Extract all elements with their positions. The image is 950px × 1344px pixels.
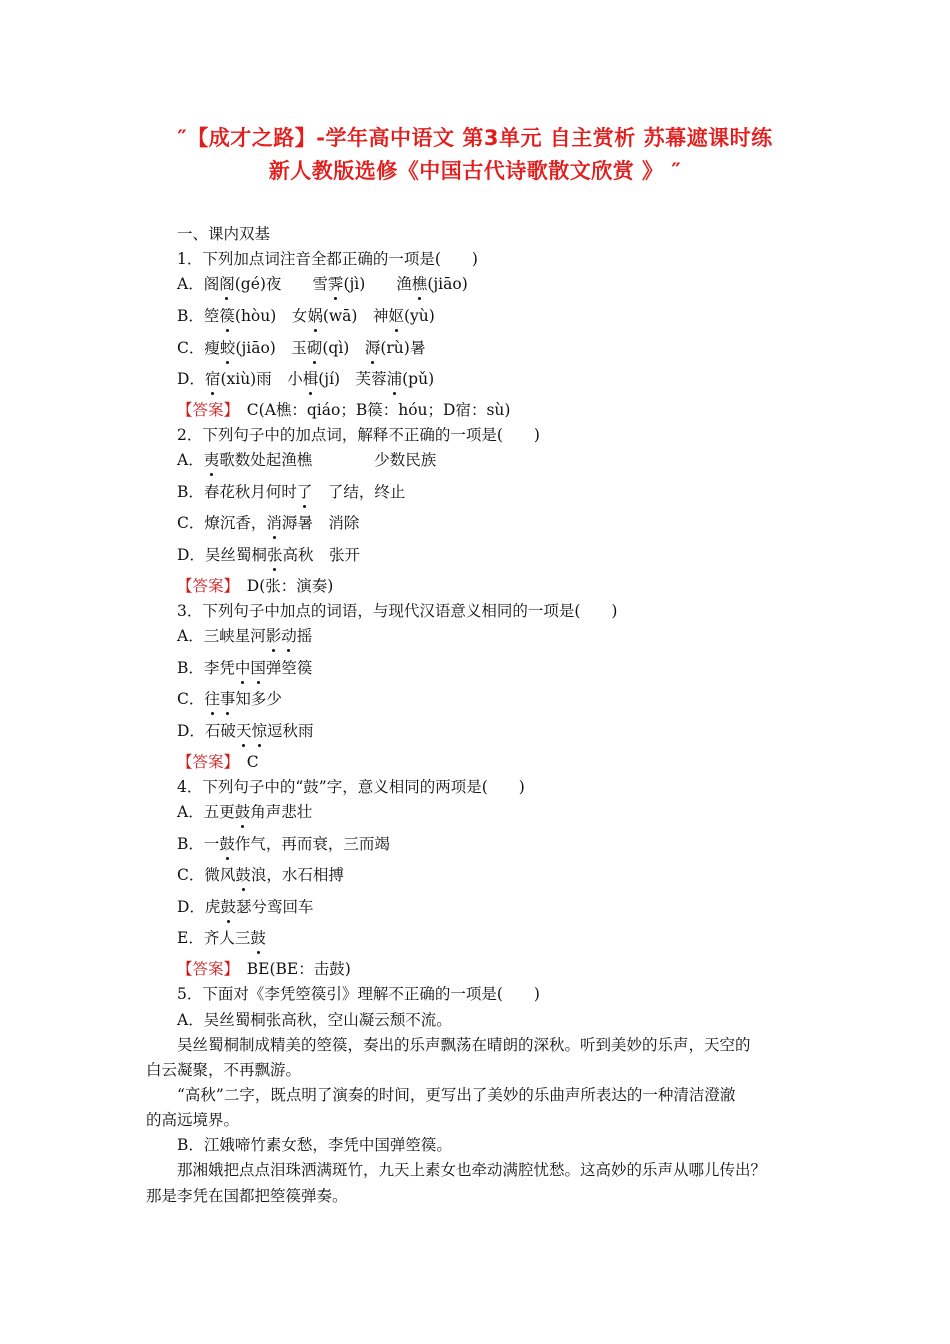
q2-c-dotted: 消 [266, 514, 282, 532]
q1-option-b: B．箜篌(hòu) 女娲(wā) 神妪(yù) [177, 307, 435, 325]
q4-e-dotted: 鼓 [250, 929, 266, 947]
q4-option-b: B．一鼓作气，再而衰，三而竭 [177, 835, 390, 853]
q4-option-a: A．五更鼓角声悲壮 [177, 803, 313, 821]
q1-c-dotted-2: 砌 [306, 339, 323, 357]
q3-c-dotted-2: 事 [219, 690, 236, 708]
q1-d-dotted-3: 浦 [386, 370, 403, 388]
q2-d-dotted: 张 [266, 546, 283, 564]
q4-option-e: E．齐人三鼓 [177, 929, 266, 947]
q1-a-dotted-2: 霁 [327, 275, 344, 293]
q3-c-dotted: 往 [204, 690, 220, 708]
answer-tag: 【答案】 [177, 577, 232, 595]
q3-a-dotted: 影 [265, 627, 282, 645]
q1-c-dotted-3: 溽 [364, 339, 381, 357]
q4-option-c: C．微风鼓浪，水石相搏 [177, 866, 344, 884]
q2-option-b: B．春花秋月何时了 了结，终止 [177, 483, 406, 501]
q1-d-dotted-2: 楫 [302, 370, 319, 388]
q5-paragraph-1: 吴丝蜀桐制成精美的箜篌，奏出的乐声飘荡在晴朗的深秋。听到美妙的乐声，天空的 [177, 1036, 751, 1054]
q3-answer: 【答案】 C [177, 753, 259, 771]
q3-option-c: C．往事知多少 [177, 690, 282, 708]
q1-b-dotted-3: 妪 [388, 307, 404, 325]
q4-stem: 4．下列句子中的“鼓”字，意义相同的两项是( ) [177, 778, 525, 796]
q1-b-dotted-2: 娲 [307, 307, 323, 325]
q1-a-dotted-3: 樵 [411, 275, 428, 293]
q1-stem: 1．下列加点词注音全都正确的一项是( ) [177, 250, 478, 268]
answer-tag: 【答案】 [177, 401, 232, 419]
q2-stem: 2．下列句子中的加点词，解释不正确的一项是( ) [177, 426, 540, 444]
q5-paragraph-3: 那湘娥把点点泪珠洒满斑竹，九天上素女也牵动满腔忧愁。这高妙的乐声从哪儿传出？ [177, 1161, 767, 1179]
q1-a-dotted: 阁 [219, 275, 235, 293]
q3-stem: 3．下列句子中加点的词语，与现代汉语意义相同的一项是( ) [177, 602, 618, 620]
q5-paragraph-1-cont: 白云凝聚，不再飘游。 [146, 1061, 302, 1079]
section-heading: 一、课内双基 [177, 225, 271, 243]
q3-option-b: B．李凭中国弹箜篌 [177, 659, 313, 677]
q2-option-c: C．燎沉香，消溽暑 消除 [177, 514, 360, 532]
q5-paragraph-3-cont: 那是李凭在国都把箜篌弹奏。 [146, 1187, 348, 1205]
q4-option-d: D．虎鼓瑟兮鸾回车 [177, 898, 314, 916]
q5-option-b: B．江娥啼竹素女愁，李凭中国弹箜篌。 [177, 1136, 452, 1154]
q4-answer: 【答案】 BE(BE：击鼓) [177, 960, 351, 978]
q1-option-a: A．阁阁(gé)夜 雪霁(jì) 渔樵(jiāo) [177, 275, 468, 293]
q2-option-d: D．吴丝蜀桐张高秋 张开 [177, 546, 360, 564]
q4-d-dotted: 鼓 [220, 898, 236, 916]
q4-b-dotted: 鼓 [219, 835, 235, 853]
q3-b-dotted: 中 [234, 659, 251, 677]
q5-paragraph-2: “高秋”二字，既点明了演奏的时间，更写出了美妙的乐曲声所表达的一种清洁澄澈 [177, 1086, 736, 1104]
q1-option-c: C．瘦蛟(jiāo) 玉砌(qì) 溽(rù)暑 [177, 339, 426, 357]
q3-d-dotted: 天 [235, 722, 252, 740]
q4-c-dotted: 鼓 [235, 866, 251, 884]
q1-option-d: D．宿(xiù)雨 小楫(jí) 芙蓉浦(pǔ) [177, 370, 435, 388]
q2-option-a: A．夷歌数处起渔樵 少数民族 [177, 451, 437, 469]
answer-tag: 【答案】 [177, 960, 232, 978]
q3-option-a: A．三峡星河影动摇 [177, 627, 313, 645]
document-title-line2: 新人教版选修《中国古代诗歌散文欣赏 》 ″ [268, 159, 682, 183]
document-title-line1: ″【成才之路】-学年高中语文 第3单元 自主赏析 苏幕遮课时练 [177, 126, 773, 150]
q5-paragraph-2-cont: 的高远境界。 [146, 1111, 240, 1129]
q3-option-d: D．石破天惊逗秋雨 [177, 722, 314, 740]
q1-answer: 【答案】 C(A樵：qiáo；B篌：hóu；D宿：sù) [177, 401, 511, 419]
q2-answer: 【答案】 D(张：演奏) [177, 577, 334, 595]
q3-b-dotted-2: 国 [250, 659, 266, 677]
q1-d-dotted: 宿 [204, 370, 221, 388]
q1-b-dotted: 篌 [219, 307, 235, 325]
q5-stem: 5．下面对《李凭箜篌引》理解不正确的一项是( ) [177, 985, 540, 1003]
answer-tag: 【答案】 [177, 753, 232, 771]
q3-a-dotted-2: 动 [281, 627, 297, 645]
q1-c-dotted: 蛟 [219, 339, 236, 357]
q5-option-a: A．吴丝蜀桐张高秋，空山凝云颓不流。 [177, 1011, 452, 1029]
q2-a-dotted: 夷 [203, 451, 220, 469]
q4-a-dotted: 鼓 [234, 803, 251, 821]
q3-d-dotted-2: 惊 [251, 722, 267, 740]
q2-b-dotted: 了 [296, 483, 313, 501]
